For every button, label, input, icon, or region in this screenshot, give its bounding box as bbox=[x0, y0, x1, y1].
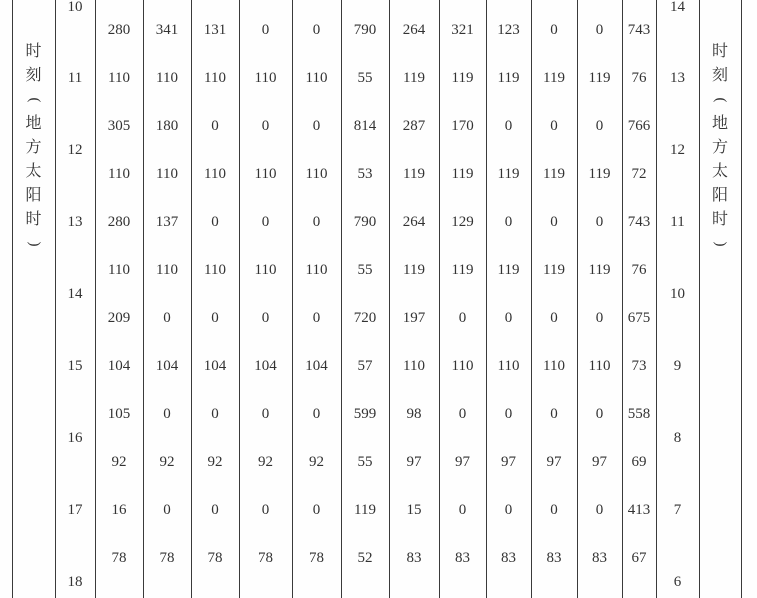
hour-label-left: 12 bbox=[67, 141, 83, 158]
table-cell: 119 bbox=[543, 165, 565, 182]
right-axis-char: 地 bbox=[711, 115, 729, 132]
table-cell: 0 bbox=[550, 21, 558, 38]
table-cell: 0 bbox=[211, 309, 219, 326]
table-cell: 119 bbox=[588, 165, 611, 182]
table-cell: 131 bbox=[203, 21, 227, 38]
table-cell: 123 bbox=[497, 21, 520, 38]
table-cell: 119 bbox=[403, 165, 425, 182]
column-divider bbox=[699, 0, 700, 598]
right-axis-char: ) bbox=[712, 241, 729, 247]
table-cell: 0 bbox=[312, 309, 321, 326]
table-cell: 73 bbox=[631, 357, 647, 374]
table-cell: 119 bbox=[543, 261, 565, 278]
table-cell: 0 bbox=[504, 213, 513, 230]
table-cell: 69 bbox=[631, 453, 647, 470]
column-divider bbox=[55, 0, 56, 598]
table-cell: 97 bbox=[592, 453, 607, 470]
table-cell: 67 bbox=[631, 549, 647, 566]
table-cell: 180 bbox=[155, 117, 179, 134]
table-cell: 0 bbox=[550, 405, 558, 422]
table-cell: 0 bbox=[595, 21, 604, 38]
table-cell: 0 bbox=[211, 117, 219, 134]
table-cell: 0 bbox=[312, 213, 321, 230]
left-axis-char: 阳 bbox=[25, 187, 42, 204]
column-divider bbox=[622, 0, 623, 598]
table-cell: 0 bbox=[504, 405, 513, 422]
table-cell: 76 bbox=[631, 261, 647, 278]
table-cell: 110 bbox=[204, 261, 226, 278]
table-cell: 15 bbox=[406, 501, 422, 518]
table-cell: 341 bbox=[155, 21, 179, 38]
table-cell: 287 bbox=[402, 117, 426, 134]
table-cell: 105 bbox=[107, 405, 131, 422]
table-cell: 0 bbox=[261, 501, 270, 518]
table-cell: 264 bbox=[402, 21, 426, 38]
table-cell: 72 bbox=[631, 165, 647, 182]
table-cell: 0 bbox=[458, 309, 467, 326]
table-cell: 52 bbox=[357, 549, 373, 566]
table-cell: 0 bbox=[504, 309, 513, 326]
column-divider bbox=[12, 0, 13, 598]
table-cell: 110 bbox=[403, 357, 425, 374]
table-cell: 119 bbox=[451, 261, 474, 278]
left-axis-char: 时 bbox=[25, 211, 42, 228]
table-cell: 104 bbox=[107, 357, 131, 374]
table-cell: 110 bbox=[305, 261, 328, 278]
table-cell: 137 bbox=[155, 213, 179, 230]
table-cell: 110 bbox=[156, 261, 178, 278]
column-divider bbox=[741, 0, 742, 598]
table-cell: 0 bbox=[312, 501, 321, 518]
table-cell: 0 bbox=[504, 117, 513, 134]
table-cell: 0 bbox=[261, 213, 270, 230]
table-cell: 743 bbox=[627, 213, 651, 230]
column-divider bbox=[95, 0, 96, 598]
table-cell: 119 bbox=[543, 69, 565, 86]
left-axis-char: 地 bbox=[25, 115, 42, 132]
table-cell: 790 bbox=[353, 213, 377, 230]
table-cell: 814 bbox=[353, 117, 377, 134]
left-axis-char: 方 bbox=[25, 139, 42, 156]
table-cell: 0 bbox=[163, 309, 171, 326]
table-cell: 92 bbox=[309, 453, 324, 470]
table-cell: 0 bbox=[550, 501, 558, 518]
table-cell: 413 bbox=[627, 501, 651, 518]
left-axis-char: ) bbox=[26, 241, 42, 247]
table-cell: 104 bbox=[203, 357, 227, 374]
table-cell: 92 bbox=[159, 453, 175, 470]
table-cell: 83 bbox=[501, 549, 516, 566]
table-cell: 110 bbox=[543, 357, 565, 374]
table-cell: 0 bbox=[261, 309, 270, 326]
table-cell: 0 bbox=[211, 213, 219, 230]
table-cell: 53 bbox=[357, 165, 373, 182]
column-divider bbox=[341, 0, 342, 598]
table-cell: 119 bbox=[451, 69, 474, 86]
table-cell: 720 bbox=[353, 309, 377, 326]
table-cell: 119 bbox=[451, 165, 474, 182]
hour-label-left: 17 bbox=[67, 501, 83, 518]
table-cell: 110 bbox=[108, 69, 130, 86]
table-cell: 110 bbox=[588, 357, 611, 374]
hour-label-right: 6 bbox=[673, 573, 682, 590]
table-cell: 110 bbox=[497, 357, 520, 374]
right-axis-char: 太 bbox=[711, 163, 729, 180]
table-cell: 16 bbox=[111, 501, 127, 518]
right-axis-char: ( bbox=[712, 97, 729, 103]
table-cell: 98 bbox=[406, 405, 422, 422]
table-cell: 743 bbox=[627, 21, 651, 38]
right-axis-char: 时 bbox=[711, 43, 729, 60]
column-divider bbox=[143, 0, 144, 598]
table-cell: 209 bbox=[107, 309, 131, 326]
table-cell: 78 bbox=[258, 549, 273, 566]
table-cell: 119 bbox=[497, 165, 520, 182]
table-cell: 110 bbox=[156, 69, 178, 86]
table-cell: 78 bbox=[111, 549, 127, 566]
column-divider bbox=[439, 0, 440, 598]
table-cell: 280 bbox=[107, 21, 131, 38]
table-cell: 78 bbox=[207, 549, 223, 566]
table-cell: 83 bbox=[546, 549, 562, 566]
table-cell: 76 bbox=[631, 69, 647, 86]
column-divider bbox=[656, 0, 657, 598]
table-cell: 78 bbox=[309, 549, 324, 566]
table-cell: 110 bbox=[156, 165, 178, 182]
table-cell: 0 bbox=[458, 501, 467, 518]
hour-label-left: 13 bbox=[67, 213, 83, 230]
table-cell: 0 bbox=[595, 309, 604, 326]
table-cell: 119 bbox=[588, 261, 611, 278]
table-cell: 92 bbox=[111, 453, 127, 470]
table-cell: 321 bbox=[451, 21, 474, 38]
table-cell: 599 bbox=[353, 405, 377, 422]
table-cell: 55 bbox=[357, 69, 373, 86]
column-divider bbox=[239, 0, 240, 598]
table-cell: 110 bbox=[305, 69, 328, 86]
column-divider bbox=[577, 0, 578, 598]
table-cell: 0 bbox=[504, 501, 513, 518]
table-cell: 55 bbox=[357, 453, 373, 470]
table-cell: 104 bbox=[254, 357, 277, 374]
hour-label-right: 10 bbox=[670, 285, 685, 302]
table-cell: 0 bbox=[261, 21, 270, 38]
table-cell: 110 bbox=[305, 165, 328, 182]
table-cell: 170 bbox=[451, 117, 474, 134]
table-cell: 0 bbox=[312, 117, 321, 134]
table-cell: 280 bbox=[107, 213, 131, 230]
table-cell: 675 bbox=[627, 309, 651, 326]
column-divider bbox=[191, 0, 192, 598]
hour-label-right: 7 bbox=[673, 501, 682, 518]
table-cell: 0 bbox=[261, 117, 270, 134]
hour-label-left: 16 bbox=[67, 429, 83, 446]
table-cell: 110 bbox=[254, 261, 277, 278]
table-cell: 97 bbox=[501, 453, 516, 470]
table-cell: 0 bbox=[312, 21, 321, 38]
table-cell: 119 bbox=[497, 261, 520, 278]
table-cell: 0 bbox=[458, 405, 467, 422]
table-cell: 119 bbox=[588, 69, 611, 86]
table-cell: 57 bbox=[357, 357, 373, 374]
table-cell: 119 bbox=[497, 69, 520, 86]
table-cell: 129 bbox=[451, 213, 474, 230]
left-axis-char: 太 bbox=[25, 163, 42, 180]
table-cell: 119 bbox=[354, 501, 376, 518]
hour-label-left: 11 bbox=[67, 69, 83, 86]
right-axis-char: 方 bbox=[711, 139, 729, 156]
right-axis-char: 时 bbox=[711, 211, 729, 228]
table-cell: 110 bbox=[451, 357, 474, 374]
table-cell: 110 bbox=[204, 165, 226, 182]
table-cell: 78 bbox=[159, 549, 175, 566]
table-cell: 110 bbox=[254, 69, 277, 86]
table-cell: 0 bbox=[211, 405, 219, 422]
column-divider bbox=[486, 0, 487, 598]
column-divider bbox=[389, 0, 390, 598]
table-cell: 558 bbox=[627, 405, 651, 422]
table-cell: 83 bbox=[455, 549, 470, 566]
left-axis-char: 刻 bbox=[25, 67, 42, 84]
table-cell: 83 bbox=[592, 549, 607, 566]
table-cell: 92 bbox=[207, 453, 223, 470]
table-cell: 264 bbox=[402, 213, 426, 230]
table-cell: 0 bbox=[550, 309, 558, 326]
table-cell: 0 bbox=[550, 117, 558, 134]
table-cell: 83 bbox=[406, 549, 422, 566]
table-cell: 97 bbox=[455, 453, 470, 470]
table-cell: 55 bbox=[357, 261, 373, 278]
hour-label-right: 9 bbox=[673, 357, 682, 374]
table-cell: 305 bbox=[107, 117, 131, 134]
hour-label-left: 18 bbox=[67, 573, 83, 590]
table-cell: 0 bbox=[163, 405, 171, 422]
hour-label-left: 15 bbox=[67, 357, 83, 374]
left-axis-char: ( bbox=[26, 97, 42, 103]
table-cell: 97 bbox=[406, 453, 422, 470]
hour-label-right: 11 bbox=[670, 213, 685, 230]
hour-label-right: 13 bbox=[670, 69, 685, 86]
hour-label-left: 14 bbox=[67, 285, 83, 302]
table-cell: 197 bbox=[402, 309, 426, 326]
left-axis-char: 时 bbox=[25, 43, 42, 60]
hour-label-right: 14 bbox=[670, 0, 685, 15]
table-cell: 110 bbox=[204, 69, 226, 86]
table-cell: 110 bbox=[108, 261, 130, 278]
column-divider bbox=[292, 0, 293, 598]
hour-label-right: 12 bbox=[670, 141, 685, 158]
table-cell: 0 bbox=[163, 501, 171, 518]
table-cell: 0 bbox=[261, 405, 270, 422]
table-cell: 104 bbox=[305, 357, 328, 374]
table-cell: 110 bbox=[108, 165, 130, 182]
table-cell: 104 bbox=[155, 357, 179, 374]
hour-label-left: 10 bbox=[67, 0, 83, 15]
table-cell: 0 bbox=[312, 405, 321, 422]
right-axis-char: 阳 bbox=[711, 187, 729, 204]
table-cell: 97 bbox=[546, 453, 562, 470]
table-cell: 110 bbox=[254, 165, 277, 182]
table-cell: 0 bbox=[595, 213, 604, 230]
table-cell: 119 bbox=[403, 261, 425, 278]
table-cell: 0 bbox=[595, 405, 604, 422]
table-cell: 0 bbox=[550, 213, 558, 230]
table-cell: 0 bbox=[211, 501, 219, 518]
column-divider bbox=[531, 0, 532, 598]
right-axis-char: 刻 bbox=[711, 67, 729, 84]
table-cell: 790 bbox=[353, 21, 377, 38]
table-cell: 0 bbox=[595, 117, 604, 134]
hour-label-right: 8 bbox=[673, 429, 682, 446]
table-cell: 766 bbox=[627, 117, 651, 134]
table-cell: 92 bbox=[258, 453, 273, 470]
table-cell: 0 bbox=[595, 501, 604, 518]
table-cell: 119 bbox=[403, 69, 425, 86]
